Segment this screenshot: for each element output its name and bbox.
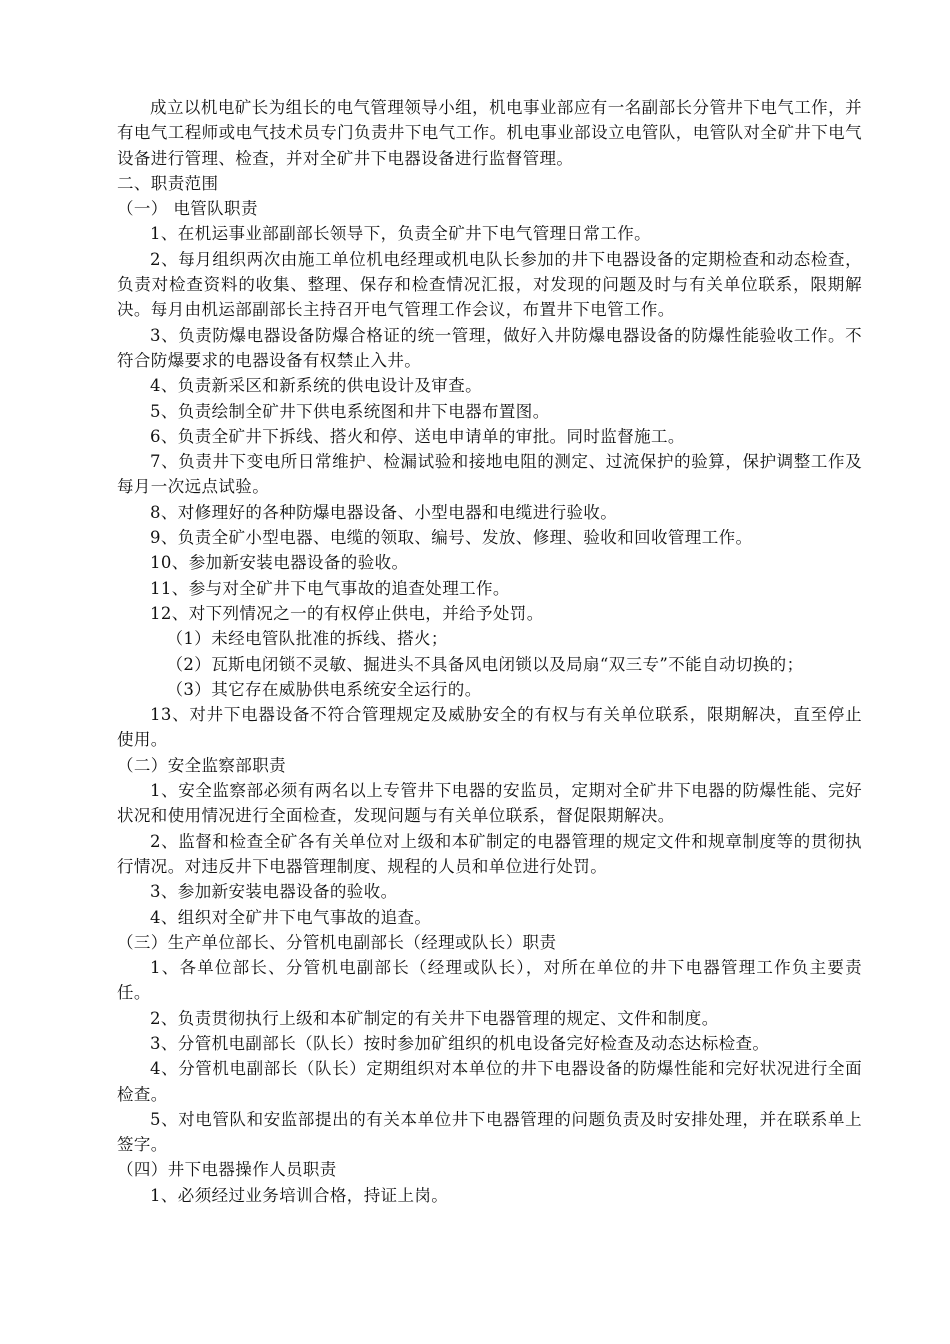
list-item: 4、负责新采区和新系统的供电设计及审查。	[150, 376, 482, 396]
list-item: 4、组织对全矿井下电气事故的追查。	[150, 907, 432, 927]
list-item: 1、在机运事业部副部长领导下，负责全矿井下电气管理日常工作。	[150, 224, 651, 244]
list-item: 10、参加新安装电器设备的验收。	[150, 553, 409, 573]
list-item: 5、负责绘制全矿井下供电系统图和井下电器布置图。	[150, 401, 550, 421]
list-item: 1、安全监察部必须有两名以上专管井下电器的安监员，定期对全矿井下电器的防爆性能、完好状况和使用情况进行全面检查，发现问题与有关单位联系，督促限期解决。	[117, 781, 862, 826]
list-item: 7、负责井下变电所日常维护、检漏试验和接地电阻的测定、过流保护的验算，保护调整工作及每月一次远点试验。	[117, 452, 862, 497]
document-body	[117, 95, 862, 1208]
list-item: 3、参加新安装电器设备的验收。	[150, 882, 398, 902]
intro-paragraph: 成立以机电矿长为组长的电气管理领导小组，机电事业部应有一名副部长分管井下电气工作，并有电气工程师或电气技术员专门负责井下电气工作。机电事业部设立电管队，电管队对全矿井下电气设备进行管理、检查，并对全矿井下电器设备进行监督管理。	[117, 98, 862, 168]
list-item: 1、必须经过业务培训合格，持证上岗。	[150, 1185, 449, 1205]
list-item: 2、监督和检查全矿各有关单位对上级和本矿制定的电器管理的规定文件和规章制度等的贯彻执行情况。对违反井下电器管理制度、规程的人员和单位进行处罚。	[117, 831, 862, 876]
subsection-heading-electrical-team: （一） 电管队职责	[117, 199, 258, 219]
sub-list-item: （2）瓦斯电闭锁不灵敏、掘进头不具备风电闭锁以及局扇“双三专”不能自动切换的；	[166, 654, 804, 674]
list-item: 11、参与对全矿井下电气事故的追查处理工作。	[150, 578, 510, 598]
sub-list-item: （1）未经电管队批准的拆线、搭火；	[166, 629, 448, 649]
subsection-heading-safety-inspection: （二）安全监察部职责	[117, 755, 286, 775]
list-item: 2、负责贯彻执行上级和本矿制定的有关井下电器管理的规定、文件和制度。	[150, 1008, 719, 1028]
subsection-heading-operators: （四）井下电器操作人员职责	[117, 1160, 337, 1180]
list-item: 6、负责全矿井下拆线、搭火和停、送电申请单的审批。同时监督施工。	[150, 426, 685, 446]
list-item: 2、每月组织两次由施工单位机电经理或机电队长参加的井下电器设备的定期检查和动态检查，负责对检查资料的收集、整理、保存和检查情况汇报，对发现的问题及时与有关单位联系，限期解决。每月由机运部副部长主持召开电气管理工作会议，布置井下电管工作。	[117, 249, 862, 320]
list-item: 4、分管机电副部长（队长）定期组织对本单位的井下电器设备的防爆性能和完好状况进行全面检查。	[117, 1059, 862, 1104]
list-item: 3、分管机电副部长（队长）按时参加矿组织的机电设备完好检查及动态达标检查。	[150, 1033, 770, 1053]
section-heading-responsibilities: 二、职责范围	[117, 173, 219, 193]
list-item: 12、对下列情况之一的有权停止供电，并给予处罚。	[150, 603, 544, 623]
list-item: 1、各单位部长、分管机电副部长（经理或队长），对所在单位的井下电器管理工作负主要责任。	[117, 958, 862, 1003]
list-item: 9、负责全矿小型电器、电缆的领取、编号、发放、修理、验收和回收管理工作。	[150, 528, 753, 548]
list-item: 13、对井下电器设备不符合管理规定及威胁安全的有权与有关单位联系，限期解决，直至停止使用。	[117, 705, 862, 750]
list-item: 5、对电管队和安监部提出的有关本单位井下电器管理的问题负责及时安排处理，并在联系单上签字。	[117, 1109, 862, 1155]
list-item: 8、对修理好的各种防爆电器设备、小型电器和电缆进行验收。	[150, 502, 618, 522]
subsection-heading-production-units: （三）生产单位部长、分管机电副部长（经理或队长）职责	[117, 932, 557, 952]
sub-list-item: （3）其它存在威胁供电系统安全运行的。	[166, 679, 482, 699]
list-item: 3、负责防爆电器设备防爆合格证的统一管理，做好入井防爆电器设备的防爆性能验收工作。不符合防爆要求的电器设备有权禁止入井。	[117, 325, 862, 370]
